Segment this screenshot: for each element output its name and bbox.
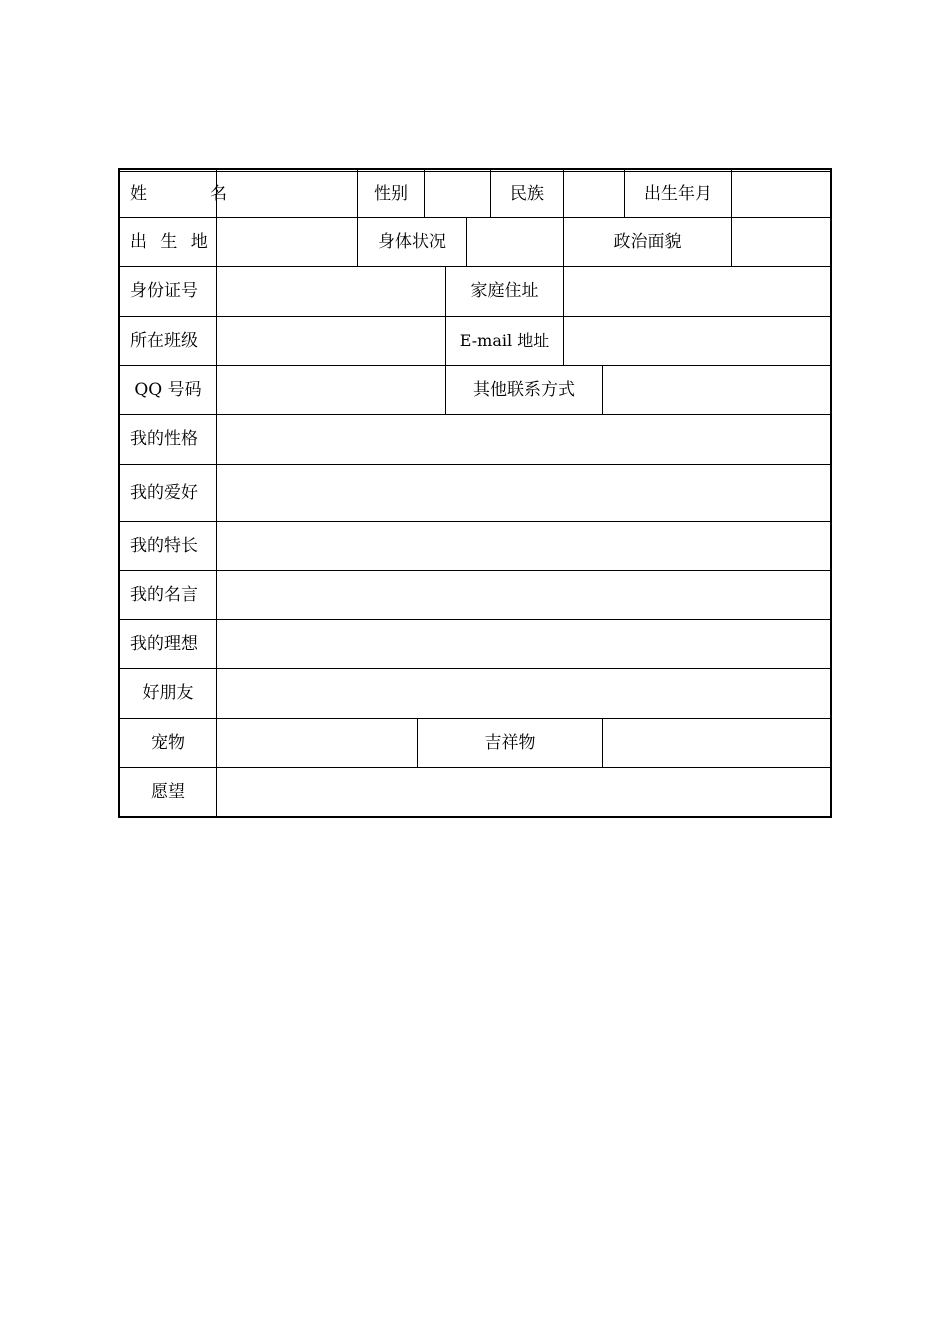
ethnicity-field[interactable] bbox=[564, 170, 624, 217]
class-label: 所在班级 bbox=[130, 330, 198, 351]
name-label: 姓 名 bbox=[130, 183, 230, 204]
email-label: E-mail 地址 bbox=[459, 330, 550, 350]
id-number-label: 身份证号 bbox=[130, 281, 198, 301]
birthplace-field[interactable] bbox=[217, 217, 357, 266]
qq-field[interactable] bbox=[217, 365, 445, 414]
motto-field[interactable] bbox=[217, 570, 830, 619]
student-info-form bbox=[118, 168, 832, 818]
specialty-field[interactable] bbox=[217, 521, 830, 570]
specialty-label: 我的特长 bbox=[130, 535, 198, 556]
personality-label: 我的性格 bbox=[130, 429, 198, 449]
health-label: 身体状况 bbox=[378, 231, 446, 252]
personality-field[interactable] bbox=[217, 414, 830, 464]
friends-field[interactable] bbox=[217, 668, 830, 718]
political-label: 政治面貌 bbox=[613, 231, 682, 252]
home-address-field[interactable] bbox=[564, 266, 830, 316]
pet-field[interactable] bbox=[217, 718, 417, 767]
gender-field[interactable] bbox=[425, 170, 490, 217]
motto-label: 我的名言 bbox=[130, 584, 198, 605]
mascot-label: 吉祥物 bbox=[484, 732, 536, 753]
ethnicity-label: 民族 bbox=[510, 183, 544, 204]
pet-label: 宠物 bbox=[151, 732, 185, 753]
wish-field[interactable] bbox=[217, 767, 830, 816]
email-field[interactable] bbox=[564, 316, 830, 365]
other-contact-label: 其他联系方式 bbox=[473, 379, 575, 400]
birth-date-field[interactable] bbox=[732, 170, 830, 217]
ideal-label: 我的理想 bbox=[130, 633, 198, 654]
hobby-label: 我的爱好 bbox=[130, 482, 198, 503]
gender-label: 性别 bbox=[374, 183, 408, 204]
birth-date-label: 出生年月 bbox=[644, 183, 712, 204]
wish-label: 愿望 bbox=[151, 781, 185, 802]
hobby-field[interactable] bbox=[217, 464, 830, 521]
qq-label: QQ 号码 bbox=[134, 379, 202, 400]
friends-label: 好朋友 bbox=[142, 683, 194, 703]
ideal-field[interactable] bbox=[217, 619, 830, 668]
mascot-field[interactable] bbox=[603, 718, 830, 767]
birthplace-label: 出 生 地 bbox=[130, 231, 212, 252]
name-field[interactable] bbox=[217, 170, 357, 217]
id-number-field[interactable] bbox=[217, 266, 445, 316]
political-field[interactable] bbox=[732, 217, 830, 266]
class-field[interactable] bbox=[217, 316, 445, 365]
other-contact-field[interactable] bbox=[603, 365, 830, 414]
home-address-label: 家庭住址 bbox=[470, 281, 539, 301]
health-field[interactable] bbox=[467, 217, 563, 266]
